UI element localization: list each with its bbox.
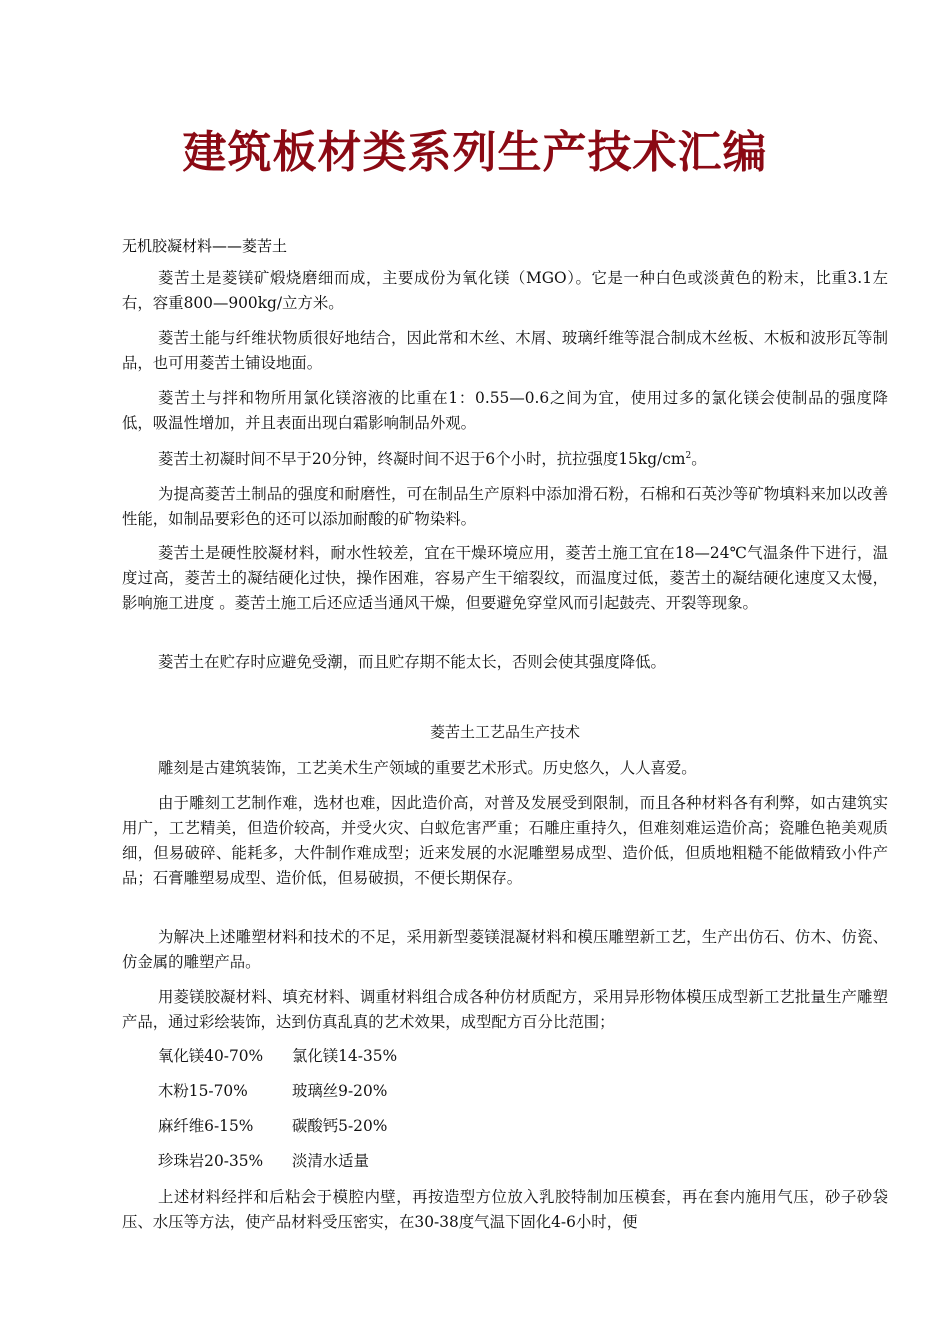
formula-row xyxy=(158,1115,387,1137)
formula-item: 玻璃丝9-20% xyxy=(292,1082,388,1100)
superscript: 2 xyxy=(685,450,692,461)
paragraph: 菱苦土是硬性胶凝材料，耐水性较差，宜在干燥环境应用，菱苦土施工宜在18—24℃气温条件下进行，温度过高，菱苦土的凝结硬化过快，操作困难，容易产生干缩裂纹，而温度过低，菱苦土的凝结硬化速度又太慢，影响施工进度 。菱苦土施工后还应适当通风干燥，但要避免穿堂风而引起鼓壳、开裂等现象。 xyxy=(122,544,888,612)
formula-item: 珍珠岩20-35% xyxy=(158,1152,264,1170)
paragraph: 菱苦土与拌和物所用氯化镁溶液的比重在1：0.55—0.6之间为宜，使用过多的氯化镁会使制品的强度降低，吸温性增加，并且表面出现白霜影响制品外观。 xyxy=(122,389,888,432)
paragraph: 雕刻是古建筑装饰，工艺美术生产领域的重要艺术形式。历史悠久，人人喜爱。 xyxy=(158,759,697,777)
paragraph: 为解决上述雕塑材料和技术的不足，采用新型菱镁混凝材料和模压雕塑新工艺，生产出仿石、仿木、仿瓷、仿金属的雕塑产品。 xyxy=(122,928,888,971)
formula-item: 木粉15-70% xyxy=(158,1082,248,1100)
paragraph-suffix: 。 xyxy=(691,450,707,468)
paragraph: 菱苦土是菱镁矿煅烧磨细而成，主要成份为氧化镁（MGO）。它是一种白色或淡黄色的粉末，比重3.1左右，容重800—900kg/立方米。 xyxy=(122,269,888,312)
formula-row xyxy=(158,1080,387,1102)
formula-item: 麻纤维6-15% xyxy=(158,1117,254,1135)
paragraph: 菱苦土能与纤维状物质很好地结合，因此常和木丝、木屑、玻璃纤维等混合制成木丝板、木板和波形瓦等制品，也可用菱苦土铺设地面。 xyxy=(122,329,888,372)
document-title: 建筑板材类系列生产技术汇编 xyxy=(182,127,768,178)
paragraph: 由于雕刻工艺制作难，选材也难，因此造价高，对普及发展受到限制，而且各种材料各有利弊，如古建筑实用广，工艺精美，但造价较高，并受火灾、白蚁危害严重；石雕庄重持久，但难刻难运造价高；瓷雕色艳美观质细，但易破碎、能耗多，大件制作难成型；近来发展的水泥雕塑易成型、造价低，但质地粗糙不能做精致小件产品；石膏雕塑易成型、造价低，但易破损，不便长期保存。 xyxy=(122,794,888,887)
formula-item: 氧化镁40-70% xyxy=(158,1047,264,1065)
paragraph: 用菱镁胶凝材料、填充材料、调重材料组合成各种仿材质配方，采用异形物体模压成型新工艺批量生产雕塑产品，通过彩绘装饰，达到仿真乱真的艺术效果，成型配方百分比范围； xyxy=(122,988,888,1031)
paragraph-text: 菱苦土初凝时间不早于20分钟，终凝时间不迟于6个小时，抗拉强度15kg/cm xyxy=(158,450,686,468)
formula-item: 碳酸钙5-20% xyxy=(292,1117,388,1135)
formula-row xyxy=(158,1045,397,1067)
paragraph xyxy=(122,447,888,472)
section-heading-magnesite: 无机胶凝材料——菱苦土 xyxy=(122,237,288,255)
paragraph: 菱苦土在贮存时应避免受潮，而且贮存期不能太长，否则会使其强度降低。 xyxy=(158,653,666,671)
section-heading-crafts: 菱苦土工艺品生产技术 xyxy=(429,723,580,741)
paragraph: 上述材料经拌和后粘会于模腔内壁，再按造型方位放入乳胶特制加压模套，再在套内施用气压，砂子砂袋压、水压等方法，使产品材料受压密实，在30-38度气温下固化4-6小时，便 xyxy=(122,1188,888,1231)
formula-item: 氯化镁14-35% xyxy=(292,1047,398,1065)
paragraph: 为提高菱苦土制品的强度和耐磨性，可在制品生产原料中添加滑石粉，石棉和石英沙等矿物填料来加以改善性能，如制品要彩色的还可以添加耐酸的矿物染料。 xyxy=(122,485,888,528)
formula-row xyxy=(158,1150,369,1172)
formula-item: 淡清水适量 xyxy=(292,1152,369,1170)
